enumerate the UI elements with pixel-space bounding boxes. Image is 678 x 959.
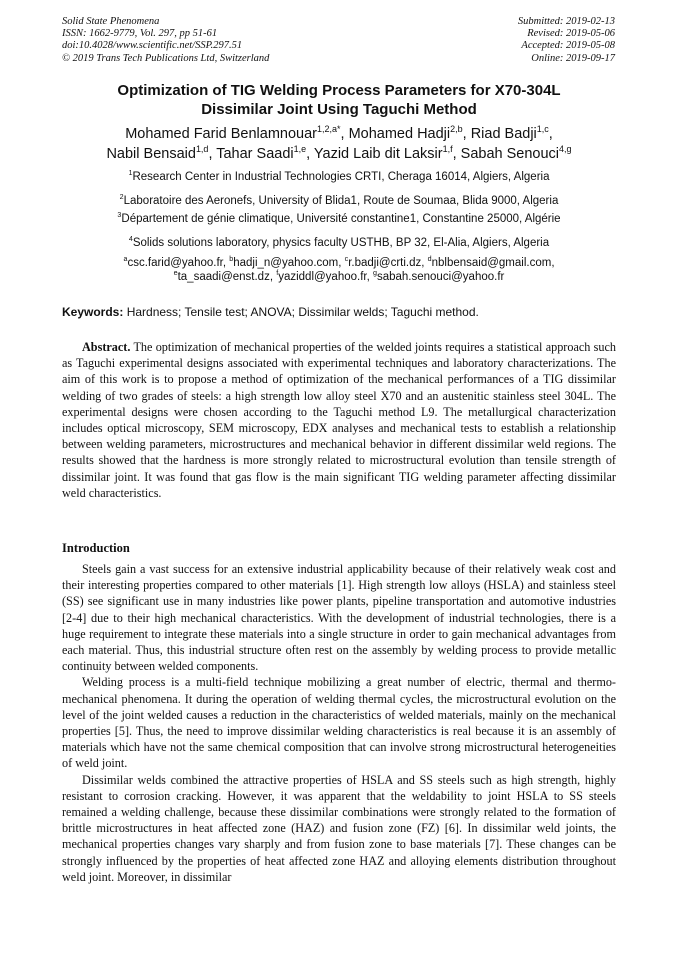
affiliation-4 [40,236,638,250]
author-name: Mohamed Hadji [348,126,451,142]
affiliation-number: 4 [128,235,133,244]
keywords-label: Keywords: [62,305,124,319]
online-date: Online: 2019-09-17 [531,52,615,64]
title-line: Dissimilar Joint Using Taguchi Method [201,101,477,118]
affiliation-number: 2 [119,193,124,202]
issn-line: ISSN: 1662-9779, Vol. 297, pp 51-61 [62,28,218,40]
author-name: Tahar Saadi [216,146,294,162]
affiliation-number: 1 [128,169,133,178]
accepted-date: Accepted: 2019-05-08 [521,40,615,52]
intro-paragraph: Dissimilar welds combined the attractive properties of HSLA and SS steels such as high strength, highly resistant to corrosion cracking. However, it was apparent that the weldability to joint HSLA to SS steels remained a welding challenge, because these dissimilar combinations were strongly related to the formation of brittle microstructures in heat affected zone (HAZ) and fusion zone (FZ) [6]. In dissimilar weld joints, the mechanical properties changes vary sharply and from fusion zone to base materials [7]. These changes can be strongly influenced by the properties of heat affected zone HAZ and alloying elements distribution throughout weld joint. Moreover, in dissimilar [62,772,616,884]
author-list [30,124,648,164]
email-address[interactable]: yaziddl@yahoo.fr [278,271,367,283]
journal-info [62,16,269,65]
title-line: Optimization of TIG Welding Process Parameters for X70-304L [117,82,561,99]
affiliation-2 [40,194,638,208]
author-line: Nabil Bensaid$^{1,d}$, Tahar Saadi$^{1,e}$, Yazid Laib dit Laksir$^{1,f}$, Sabah Senouci$^{4,g}$ [106,144,572,162]
author-affiliation-mark: 1,e [293,144,307,155]
abstract-label: Abstract. [82,340,131,354]
affiliation-text: Laboratoire des Aeronefs, University of Blida1, Route de Soumaa, Blida 9000, Algeria [123,195,559,207]
section-heading: Introduction [62,541,130,555]
email-address[interactable]: sabah.senouci@yahoo.fr [376,271,505,283]
paper-title [40,81,638,119]
submitted-date: Submitted: 2019-02-13 [517,16,615,27]
author-name: Sabah Senouci [460,146,560,162]
author-name: Mohamed Farid Benlamnouar [125,126,318,142]
author-name: Yazid Laib dit Laksir [313,146,443,162]
affiliation-number: 3 [117,211,122,220]
author-affiliation-mark: 2,b [450,124,463,135]
author-affiliation-mark: 1,2,a* [317,124,341,135]
abstract-paragraph [62,339,616,501]
email-address[interactable]: nblbensaid@gmail.com [431,257,552,269]
journal-name: Solid State Phenomena [62,16,160,27]
email-address[interactable]: r.badji@crti.dz [348,257,422,269]
email-line: $^e$ta_saadi@enst.dz, $^f$yaziddl@yahoo.fr, $^g$sabah.senouci@yahoo.fr [173,269,505,283]
doi-line: doi:10.4028/www.scientific.net/SSP.297.51 [62,40,243,52]
email-address[interactable]: csc.farid@yahoo.fr [127,257,223,269]
keywords-text: Hardness; Tensile test; ANOVA; Dissimilar welds; Taguchi method. [126,305,479,319]
author-emails [40,256,638,284]
author-name: Riad Badji [470,126,537,142]
intro-paragraph: Steels gain a vast success for an extensive industrial applicability because of their relatively weak cost and their interesting properties compared to other materials [1]. High strength low alloys (HSLA) and stainless steel (SS) see significant use in many industries like power plants, pipeline transportation and automotive industries [2-4] due to their high mechanical characteristics. With the development of industrial technologies, there is a huge requirement to integrate these materials into a single structure in order to gain mechanical advantages from each material. Thus, this industrial structure often rest on the assembly by welding process to provide metallic continuity between welded components. [62,562,616,674]
keywords [62,305,616,319]
email-address[interactable]: hadji_n@yahoo.com [233,257,339,269]
copyright-line: © 2019 Trans Tech Publications Ltd, Switzerland [62,52,270,64]
revised-date: Revised: 2019-05-06 [527,28,615,40]
author-affiliation-mark: 1,f [442,144,453,155]
affiliation-text: Département de génie climatique, Université constantine1, Constantine 25000, Algérie [121,213,561,225]
affiliation-1 [40,170,638,184]
abstract [62,339,616,501]
author-line: Mohamed Farid Benlamnouar$^{1,2,a*}$, Mohamed Hadji$^{2,b}$, Riad Badji$^{1,c}$, [125,124,553,142]
intro-paragraph: Welding process is a multi-field technique mobilizing a great number of electric, thermal and thermo-mechanical phenomena. It during the operation of welding thermal cycles, the microstructural evolution on the level of the joint welded causes a reduction in the characteristics of welded materials, mainly on the mechanical properties [5]. Thus, the need to improve dissimilar welding characteristics is real because it is an assembly of materials which have not the same chemical composition that can involve strong microstructural heterogeneities of weld joint. [62,675,616,771]
publication-dates [518,16,615,65]
abstract-text: The optimization of mechanical properties of the welded joints requires a statistical approach such as Taguchi experimental designs associated with experimental techniques and laboratory characterizations. The aim of this work is to propose a method of optimization of the mechanical performances of a TIG dissimilar welding of two grades of steels: a high strength low alloy steel X70 and an austenitic stainless steel 304L. The experimental designs were chosen according to the Taguchi method L9. The metallurgical characterization includes optical microscopy, SEM microscopy, EDX analyses and mechanical tests to establish a relationship between welding parameters, microstructures and mechanical behavior in different dissimilar weld regions. The results showed that the hardness is more strongly related to microstructural evolution than tensile strength of dissimilar joint. It was found that gas flow is the main significant TIG welding parameter affecting dissimilar weld characteristics. [62,340,616,500]
author-affiliation-mark: 4,g [559,144,572,155]
author-name: Nabil Bensaid [106,146,196,162]
introduction-body [62,561,616,885]
author-affiliation-mark: 1,c [536,124,549,135]
author-affiliation-mark: 1,d [195,144,209,155]
affiliation-text: Solids solutions laboratory, physics faculty USTHB, BP 32, El-Alia, Algiers, Algeria [132,237,550,249]
email-address[interactable]: ta_saadi@enst.dz [177,271,270,283]
affiliation-text: Research Center in Industrial Technologies CRTI, Cheraga 16014, Algiers, Algeria [132,171,550,183]
email-line: $^a$csc.farid@yahoo.fr, $^b$hadji_n@yahoo.com, $^c$r.badji@crti.dz, $^d$nblbensaid@gmail.com, [123,255,555,269]
affiliation-3 [40,212,638,226]
